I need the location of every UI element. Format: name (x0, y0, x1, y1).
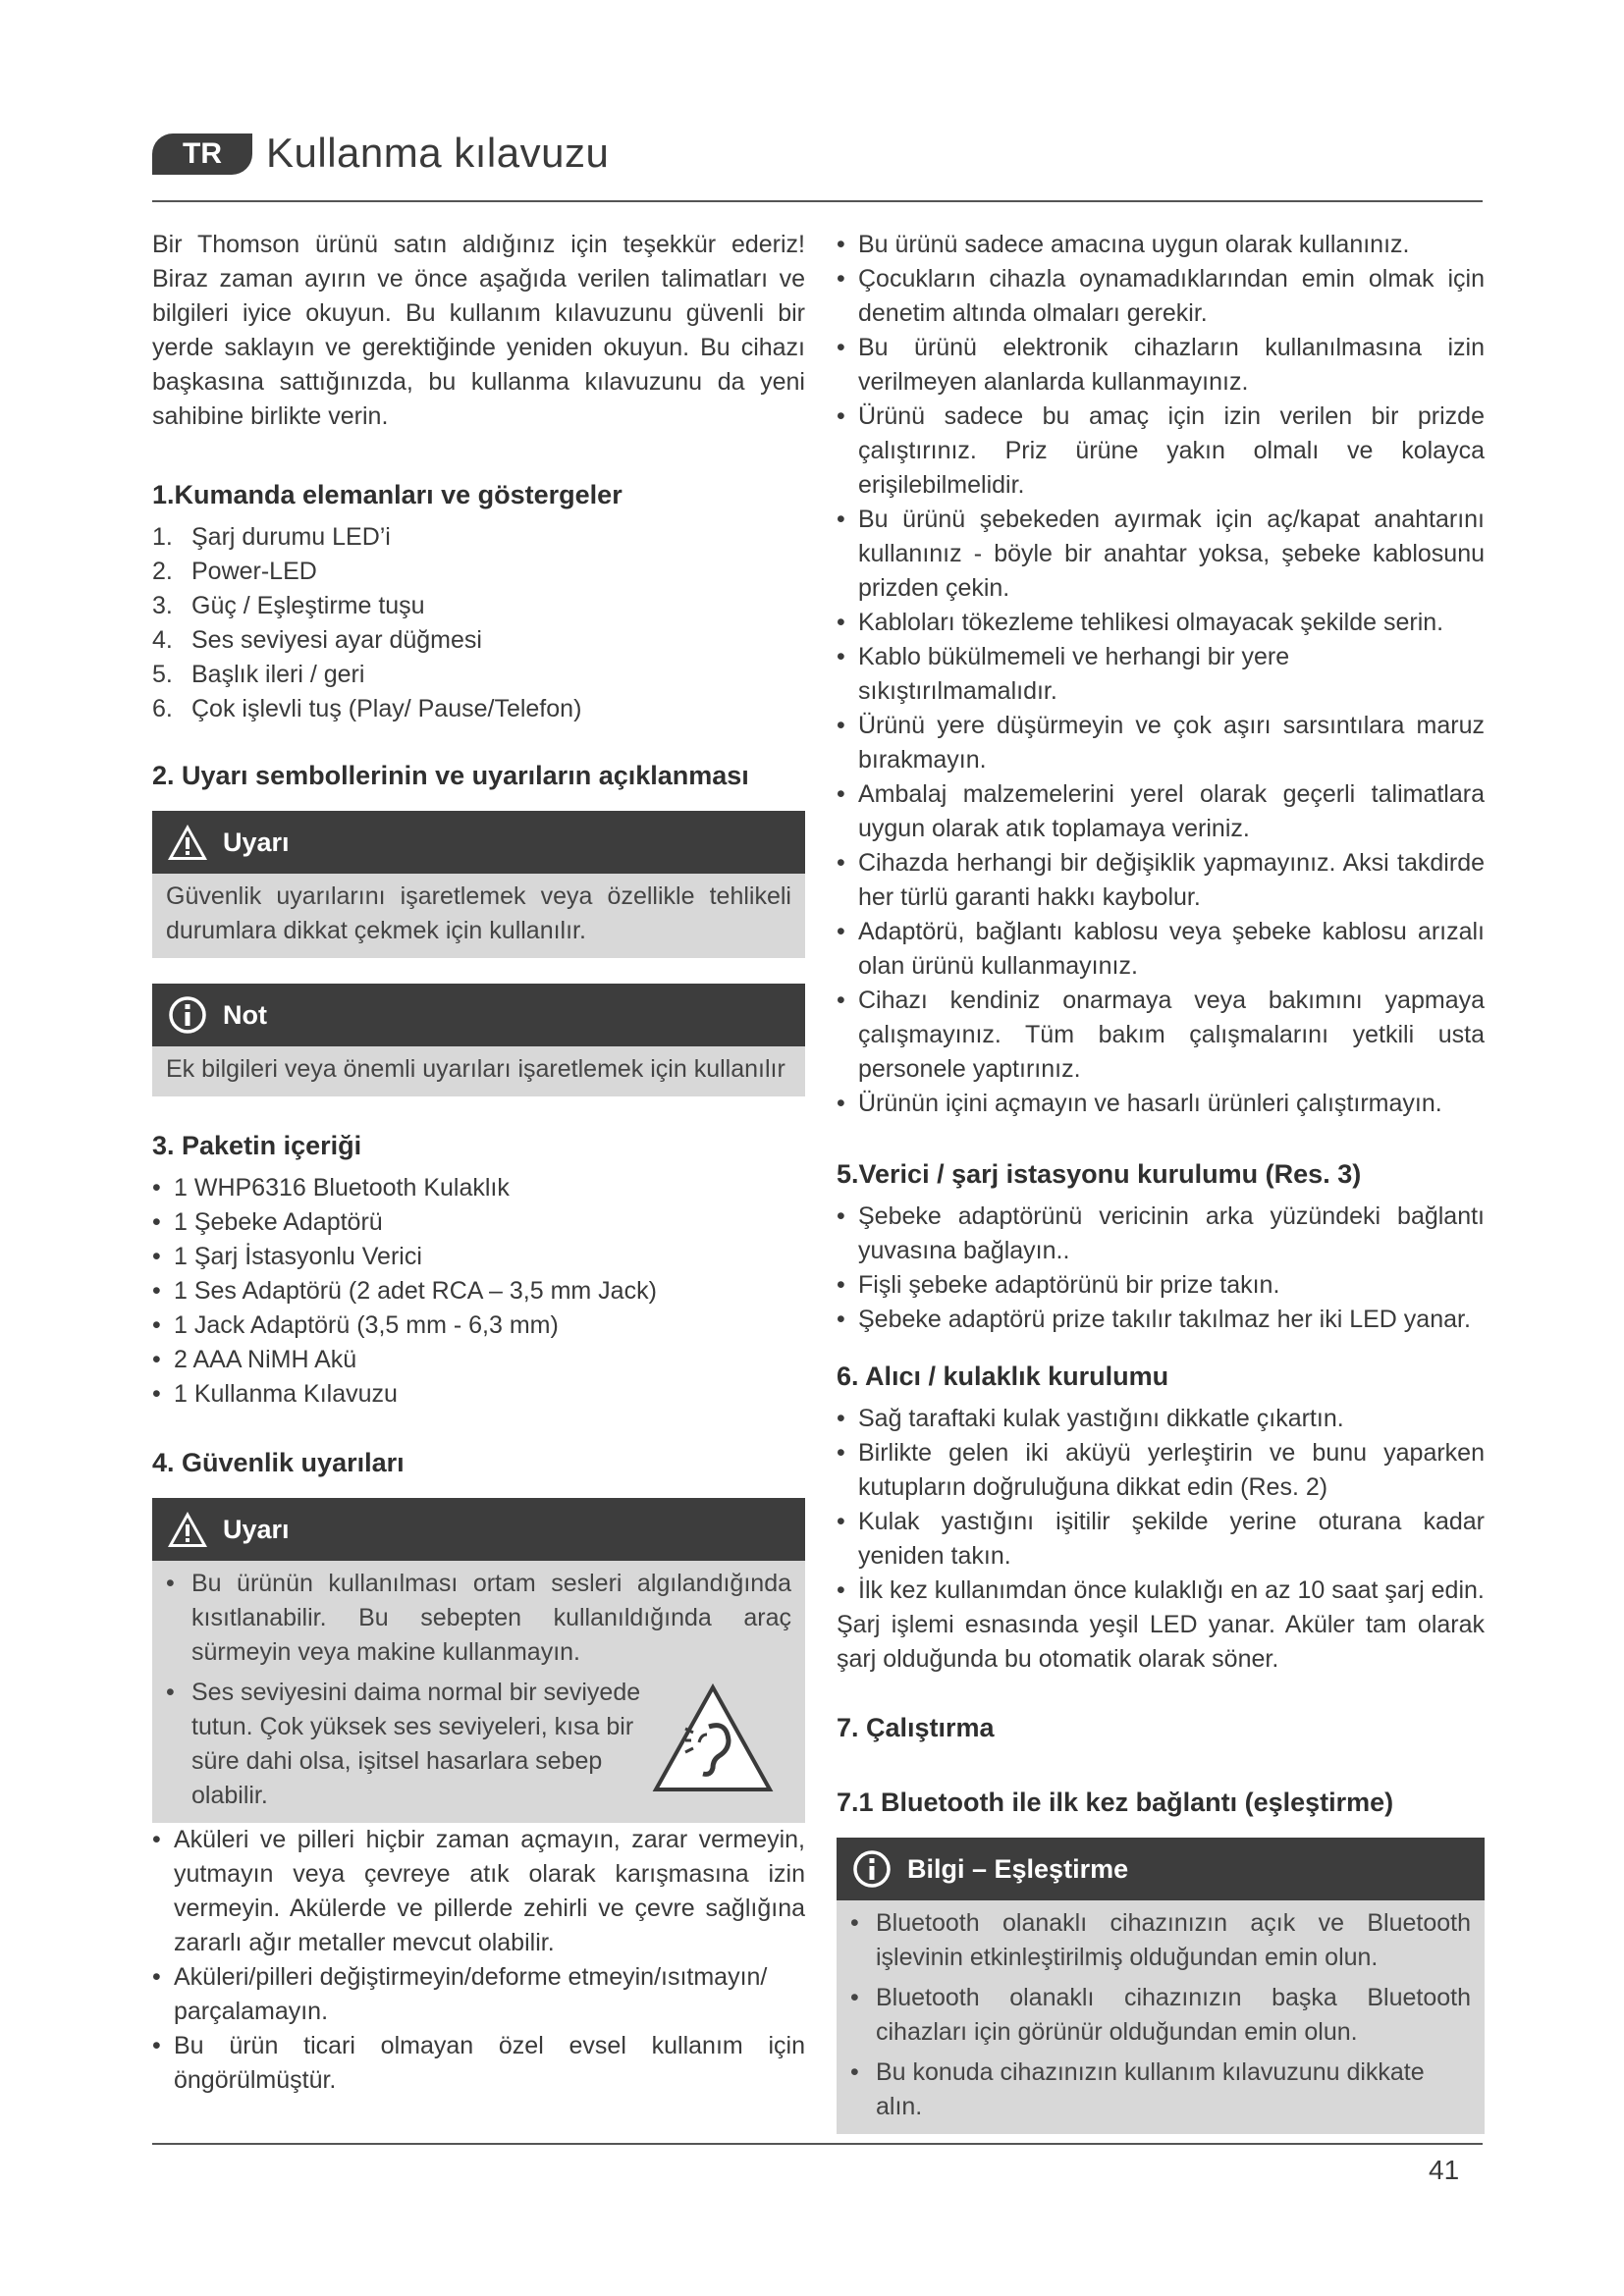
list-item: • 2 AAA NiMH Akü (152, 1343, 805, 1377)
hearing-warning-icon (652, 1683, 774, 1803)
list-item: • Sağ taraftaki kulak yastığını dikkatle çıkartın. (837, 1402, 1485, 1436)
pairing-info-body (837, 1900, 1485, 2134)
list-item: • 1 Şarj İstasyonlu Verici (152, 1240, 805, 1274)
intro-paragraph: Bir Thomson ürünü satın aldığınız için teşekkür ederiz! Biraz zaman ayırın ve önce aşağıda verilen talimatları ve bilgileri iyice okuyun. Bu kullanım kılavuzunu güvenli bir yerde saklayın ve gerektiğinde yeniden okuyun. Bu cihazı başkasına sattığınızda, bu kullanma kılavuzunu da yeni sahibine birlikte verin. (152, 231, 805, 430)
list-item: • Bu ürün ticari olmayan özel evsel kullanım için öngörülmüştür. (152, 2029, 805, 2098)
list-item: • Kablo bükülmemeli ve herhangi bir yere sıkıştırılmamalıdır. (837, 640, 1485, 709)
list-item: • 1 Ses Adaptörü (2 adet RCA – 3,5 mm Jack) (152, 1274, 805, 1308)
list-item: • Bu ürünü elektronik cihazların kullanılmasına izin verilmeyen alanlarda kullanmayınız. (837, 331, 1485, 400)
battery-safety-list (152, 1823, 805, 2098)
list-item: • Aküleri ve pilleri hiçbir zaman açmayın, zarar vermeyin, yutmayın veya çevreye atık olarak karışmasına izin vermeyin. Akülerde ve pillerde zehirli ve çevre sağlığına zararlı ağır metaller mevcut olabilir. (152, 1823, 805, 1960)
warning-box (152, 811, 805, 958)
section-7-1-title: 7.1 Bluetooth ile ilk kez bağlantı (eşleştirme) (837, 1788, 1394, 1817)
safety-warning-body (152, 1561, 805, 1823)
section-1-title: 1.Kumanda elemanları ve göstergeler (152, 480, 623, 509)
charging-note: Şarj işlemi esnasında yeşil LED yanar. Aküler tam olarak şarj olduğunda bu otomatik olarak söner. (837, 1611, 1485, 1673)
note-text: Ek bilgileri veya önemli uyarıları işaretlemek için kullanılır (152, 1046, 805, 1096)
list-item: 1. Şarj durumu LED’i (152, 523, 391, 551)
transmitter-setup-list (837, 1200, 1485, 1337)
list-item: • Bluetooth olanaklı cihazınızın başka Bluetooth cihazları için görünür olduğundan emin olun. (850, 1981, 1471, 2050)
list-item: 5. Başlık ileri / geri (152, 661, 365, 688)
header-divider (152, 200, 1483, 202)
section-7-title: 7. Çalıştırma (837, 1713, 995, 1742)
receiver-setup-list (837, 1402, 1485, 1608)
list-item: • İlk kez kullanımdan önce kulaklığı en az 10 saat şarj edin. (837, 1574, 1485, 1608)
pairing-info-header (837, 1838, 1485, 1900)
note-box-header (152, 984, 805, 1046)
list-item: • Çocukların cihazla oynamadıklarından emin olmak için denetim altında olmaları gerekir. (837, 262, 1485, 331)
list-item: 4. Ses seviyesi ayar düğmesi (152, 626, 482, 654)
list-item: • 1 Şebeke Adaptörü (152, 1205, 805, 1240)
list-item: • Kulak yastığını işitilir şekilde yerine oturana kadar yeniden takın. (837, 1505, 1485, 1574)
list-item: • Bu ürünü şebekeden ayırmak için aç/kapat anahtarını kullanınız - böyle bir anahtar yoksa, şebeke kablosunu prizden çekin. (837, 503, 1485, 606)
general-safety-list (837, 228, 1485, 1121)
page-number: 41 (1429, 2155, 1460, 2185)
safety-warning-header (152, 1498, 805, 1561)
list-item: • Bu ürünün kullanılması ortam sesleri algılandığında kısıtlanabilir. Bu sebepten kullanıldığında araç sürmeyin veya makine kullanmayın. (166, 1567, 791, 1670)
footer-divider (152, 2143, 1483, 2145)
note-label: Not (223, 999, 267, 1030)
list-item: • Birlikte gelen iki aküyü yerleştirin ve bunu yaparken kutupların doğruluğuna dikkat edin (Res. 2) (837, 1436, 1485, 1505)
pairing-info-box (837, 1838, 1485, 2134)
page-header (152, 130, 1483, 204)
list-item: 3. Güç / Eşleştirme tuşu (152, 592, 425, 619)
list-item: • Fişli şebeke adaptörünü bir prize takın. (837, 1268, 1485, 1303)
info-icon (166, 995, 209, 1035)
list-item: • 1 Kullanma Kılavuzu (152, 1377, 805, 1412)
section-4-title: 4. Güvenlik uyarıları (152, 1448, 405, 1477)
package-contents-list (152, 1171, 805, 1412)
left-column (152, 228, 805, 2098)
list-item: 6. Çok işlevli tuş (Play/ Pause/Telefon) (152, 695, 582, 722)
list-item: • 1 WHP6316 Bluetooth Kulaklık (152, 1171, 805, 1205)
list-item: • 1 Jack Adaptörü (3,5 mm - 6,3 mm) (152, 1308, 805, 1343)
list-item: • Ses seviyesini daima normal bir seviyede tutun. Çok yüksek ses seviyeleri, kısa bir süre dahi olsa, işitsel hasarlara sebep olabilir. (166, 1676, 791, 1813)
pairing-info-list (850, 1906, 1471, 2124)
list-item: • Ürünü yere düşürmeyin ve çok aşırı sarsıntılara maruz bırakmayın. (837, 709, 1485, 777)
list-item: • Adaptörü, bağlantı kablosu veya şebeke kablosu arızalı olan ürünü kullanmayınız. (837, 915, 1485, 984)
note-box (152, 984, 805, 1096)
warning-triangle-icon (166, 1510, 209, 1549)
list-item: • Cihazda herhangi bir değişiklik yapmayınız. Aksi takdirde her türlü garanti hakkı kaybolur. (837, 846, 1485, 915)
info-icon (850, 1849, 893, 1889)
list-item: • Şebeke adaptörünü vericinin arka yüzündeki bağlantı yuvasına bağlayın.. (837, 1200, 1485, 1268)
list-item: • Bu konuda cihazınızın kullanım kılavuzunu dikkate alın. (850, 2056, 1471, 2124)
list-item: • Cihazı kendiniz onarmaya veya bakımını yapmaya çalışmayınız. Tüm bakım çalışmalarını yetkili usta personele yaptırınız. (837, 984, 1485, 1087)
right-column (837, 228, 1485, 2134)
safety-warning-box (152, 1498, 805, 1823)
list-item: • Bluetooth olanaklı cihazınızın açık ve Bluetooth işlevinin etkinleştirilmiş olduğundan emin olun. (850, 1906, 1471, 1975)
list-item: • Aküleri/pilleri değiştirmeyin/deforme etmeyin/ısıtmayın/ parçalamayın. (152, 1960, 805, 2029)
section-5-title: 5.Verici / şarj istasyonu kurulumu (Res. 3) (837, 1159, 1362, 1189)
safety-warning-label: Uyarı (223, 1514, 290, 1544)
controls-list (152, 520, 805, 726)
section-6-title: 6. Alıcı / kulaklık kurulumu (837, 1362, 1169, 1391)
warning-triangle-icon (166, 823, 209, 862)
section-2-title: 2. Uyarı sembollerinin ve uyarıların açıklanması (152, 761, 749, 790)
list-item: 2. Power-LED (152, 558, 317, 585)
list-item: • Ambalaj malzemelerini yerel olarak geçerli talimatlara uygun olarak atık toplamaya veriniz. (837, 777, 1485, 846)
pairing-info-label: Bilgi – Eşleştirme (907, 1853, 1129, 1884)
language-badge: TR (152, 133, 252, 175)
list-item: • Bu ürünü sadece amacına uygun olarak kullanınız. (837, 228, 1485, 262)
warning-box-header (152, 811, 805, 874)
list-item: • Ürünü sadece bu amaç için izin verilen bir prizde çalıştırınız. Priz ürüne yakın olmalı ve kolayca erişilebilmelidir. (837, 400, 1485, 503)
section-3-title: 3. Paketin içeriği (152, 1131, 362, 1160)
list-item: • Ürünün içini açmayın ve hasarlı ürünleri çalıştırmayın. (837, 1087, 1485, 1121)
list-item: • Şebeke adaptörü prize takılır takılmaz her iki LED yanar. (837, 1303, 1485, 1337)
page-title: Kullanma kılavuzu (266, 130, 610, 176)
warning-label: Uyarı (223, 827, 290, 857)
warning-text: Güvenlik uyarılarını işaretlemek veya özellikle tehlikeli durumlara dikkat çekmek için kullanılır. (152, 874, 805, 958)
list-item: • Kabloları tökezleme tehlikesi olmayacak şekilde serin. (837, 606, 1485, 640)
